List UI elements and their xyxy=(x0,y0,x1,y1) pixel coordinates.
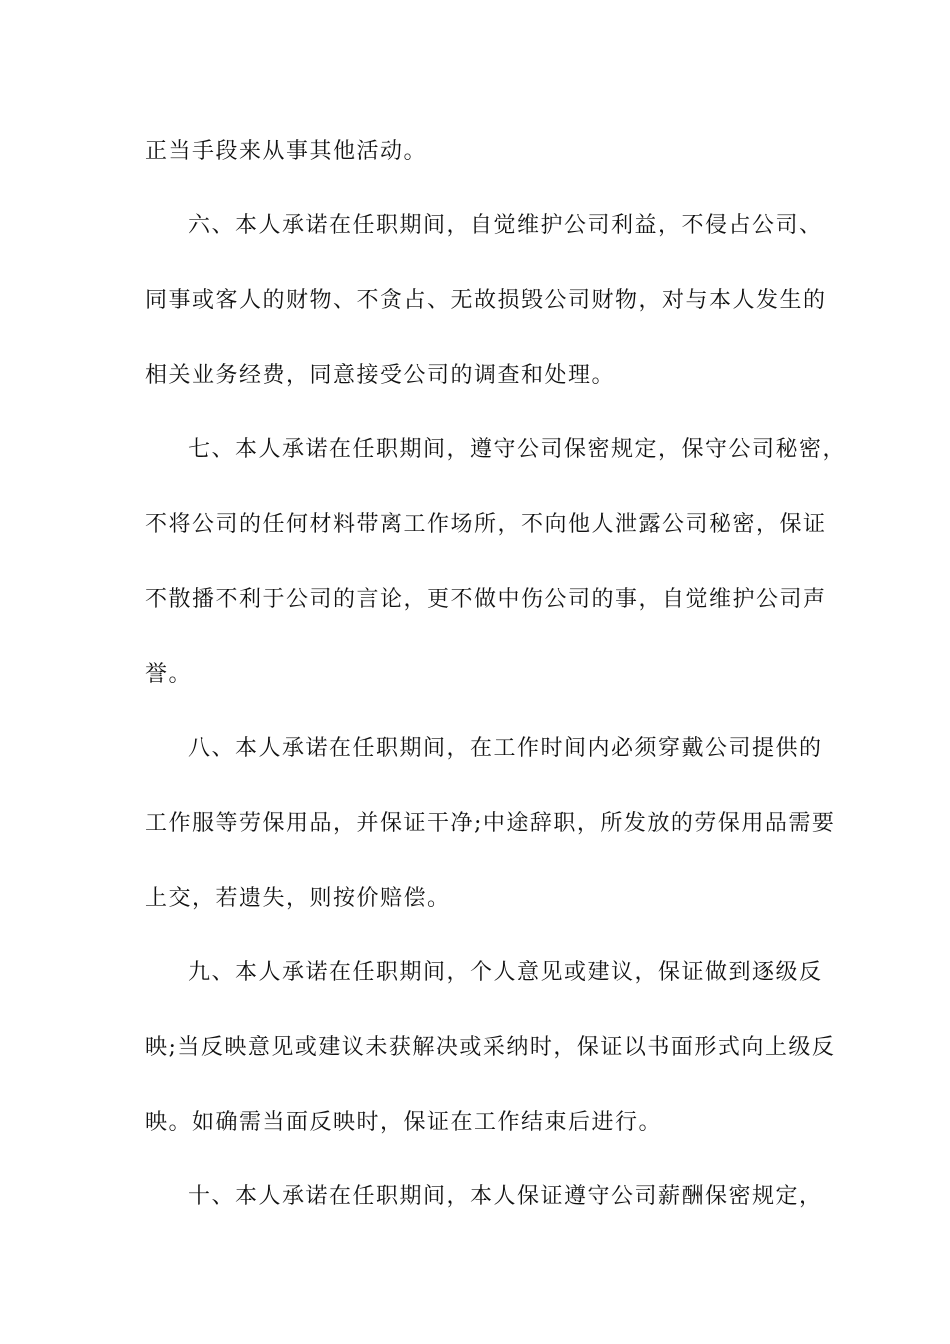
text-line: 相关业务经费，同意接受公司的调查和处理。 xyxy=(145,363,616,388)
text-line: 正当手段来从事其他活动。 xyxy=(145,139,428,164)
clause-6-heading-line: 六、本人承诺在任职期间，自觉维护公司利益，不侵占公司、 xyxy=(188,213,823,238)
text-line: 同事或客人的财物、不贪占、无故损毁公司财物，对与本人发生的 xyxy=(145,288,827,313)
text-line: 映;当反映意见或建议未获解决或采纳时，保证以书面形式向上级反 xyxy=(145,1035,836,1060)
text-line: 工作服等劳保用品，并保证干净;中途辞职，所发放的劳保用品需要 xyxy=(145,811,836,836)
text-line: 誉。 xyxy=(145,662,193,687)
clause-10-heading-line: 十、本人承诺在任职期间，本人保证遵守公司薪酬保密规定， xyxy=(188,1184,823,1209)
clause-8-heading-line: 八、本人承诺在任职期间，在工作时间内必须穿戴公司提供的 xyxy=(188,736,823,761)
clause-9-heading-line: 九、本人承诺在任职期间，个人意见或建议，保证做到逐级反 xyxy=(188,960,823,985)
text-line: 映。如确需当面反映时，保证在工作结束后进行。 xyxy=(145,1110,663,1135)
clause-7-heading-line: 七、本人承诺在任职期间，遵守公司保密规定，保守公司秘密， xyxy=(188,437,847,462)
text-line: 不散播不利于公司的言论，更不做中伤公司的事，自觉维护公司声 xyxy=(145,587,827,612)
text-line: 上交，若遗失，则按价赔偿。 xyxy=(145,886,451,911)
text-line: 不将公司的任何材料带离工作场所，不向他人泄露公司秘密，保证 xyxy=(145,512,827,537)
